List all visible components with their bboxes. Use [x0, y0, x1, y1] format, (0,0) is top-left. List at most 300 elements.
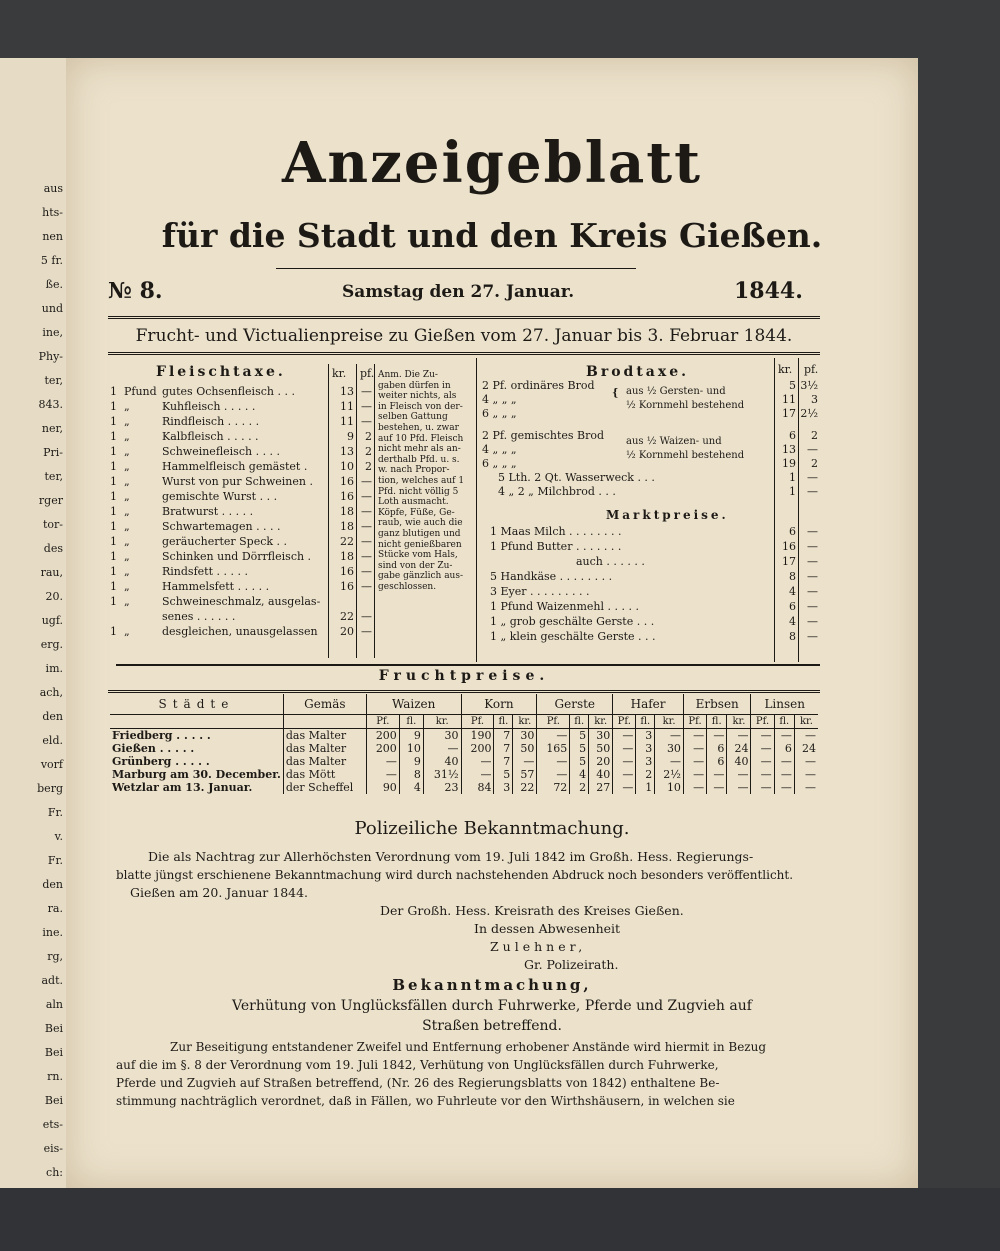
marktpreise-kr: 8: [789, 570, 796, 583]
fruchtpreise-subheader: Pf.: [537, 715, 570, 729]
fruchtpreise-value: 23: [423, 781, 461, 794]
fruchtpreise-city: Wetzlar am 13. Januar.: [112, 781, 253, 794]
table-row: [110, 729, 818, 743]
fruchtpreise-value: 7: [494, 742, 513, 755]
marktpreise-pf: —: [807, 630, 818, 643]
fruchtpreise-subheader-empty: [283, 715, 366, 729]
fruchtpreise-value: 40: [727, 755, 751, 768]
marktpreise-heading: Marktpreise.: [606, 508, 729, 522]
facing-page-fragment: 843.: [38, 398, 63, 411]
fruchtpreise-value: —: [461, 755, 494, 768]
brodtaxe-col-pf: pf.: [804, 363, 819, 376]
marktpreise-pf: —: [807, 555, 818, 568]
fleischtaxe-unit: „: [124, 400, 130, 413]
fleischtaxe-pf: —: [361, 505, 372, 518]
fruchtpreise-value: 5: [570, 742, 589, 755]
fruchtpreise-value: —: [513, 755, 537, 768]
fleischtaxe-kr: 11: [340, 415, 354, 428]
fruchtpreise-subheader: fl.: [636, 715, 655, 729]
fruchtpreise-value: —: [774, 781, 794, 794]
facing-page-fragment: den: [42, 878, 63, 891]
fruchtpreise-value: 2: [636, 768, 655, 781]
brodtaxe-kr: 1: [789, 485, 796, 498]
fleischtaxe-unit: „: [124, 430, 130, 443]
facing-page-fragment: Fr.: [47, 854, 63, 867]
fruchtpreise-value: 27: [589, 781, 613, 794]
fleischtaxe-kr: 22: [340, 610, 354, 623]
fruchtpreise-value: 3: [636, 742, 655, 755]
fruchtpreise-value: —: [683, 755, 706, 768]
fruchtpreise-measure: der Scheffel: [283, 781, 366, 794]
fruchtpreise-value: —: [423, 742, 461, 755]
fleischtaxe-unit: „: [124, 415, 130, 428]
fruchtpreise-value: 90: [366, 781, 399, 794]
fruchtpreise-value: 30: [655, 742, 684, 755]
fruchtpreise-value: —: [794, 755, 818, 768]
brodtaxe-pf: 3½: [800, 379, 818, 392]
bekanntmachung-line-2: auf die im §. 8 der Verordnung vom 19. Juli 1842, Verhütung von Unglücksfällen durch Fuhrwerke,: [116, 1058, 719, 1072]
brodtaxe-col-kr: kr.: [778, 363, 793, 376]
table-row: [110, 742, 818, 755]
fruchtpreise-group-header: Hafer: [613, 694, 684, 715]
fruchtpreise-value: —: [751, 742, 774, 755]
fruchtpreise-city: Gießen . . . . .: [112, 742, 195, 755]
fleischtaxe-kr: 22: [340, 535, 354, 548]
brodtaxe-pf: —: [807, 471, 818, 484]
fruchtpreise-group-header: Waizen: [366, 694, 461, 715]
divider: [774, 358, 775, 662]
fruchtpreise-value: —: [366, 755, 399, 768]
fruchtpreise-value: 30: [513, 729, 537, 743]
fruchtpreise-measure: das Malter: [283, 755, 366, 768]
fruchtpreise-value: 4: [399, 781, 423, 794]
fleischtaxe-pf: —: [361, 475, 372, 488]
fruchtpreise-value: —: [774, 768, 794, 781]
fleischtaxe-qty: 1: [110, 505, 117, 518]
fleischtaxe-pf: —: [361, 520, 372, 533]
fruchtpreise-value: 1: [636, 781, 655, 794]
brodtaxe-item: 2 Pf. gemischtes Brod: [482, 429, 605, 442]
brodtaxe-pf: 2: [811, 429, 818, 442]
fleischtaxe-qty: 1: [110, 595, 117, 608]
note-line: sind von der Zu-: [378, 560, 453, 571]
fleischtaxe-pf: —: [361, 535, 372, 548]
fruchtpreise-value: —: [613, 742, 636, 755]
fruchtpreise-value: 3: [494, 781, 513, 794]
fruchtpreise-rule: [108, 690, 820, 693]
note-line: derthalb Pfd. u. s.: [378, 454, 460, 465]
fruchtpreise-value: 200: [366, 742, 399, 755]
fleischtaxe-item: Schwartemagen . . . .: [162, 521, 281, 533]
fleischtaxe-pf: —: [361, 385, 372, 398]
facing-page-fragment: rn.: [47, 1070, 63, 1083]
fleischtaxe-item: Schinken und Dörrfleisch .: [162, 551, 312, 563]
facing-page-fragment: nen: [42, 230, 63, 243]
fruchtpreise-subheader: kr.: [655, 715, 684, 729]
fleischtaxe-unit: „: [124, 535, 130, 548]
facing-page-fragment: ine.: [42, 926, 63, 939]
marktpreise-item: 1 „ klein geschälte Gerste . . .: [490, 630, 656, 643]
brodtaxe-kr: 13: [782, 443, 796, 456]
note-line: raub, wie auch die: [378, 518, 463, 529]
fruchtpreise-value: 8: [399, 768, 423, 781]
divider: [328, 364, 329, 658]
fleischtaxe-qty: 1: [110, 445, 117, 458]
fleischtaxe-unit: „: [124, 550, 130, 563]
marktpreise-pf: —: [807, 540, 818, 553]
fleischtaxe-unit: „: [124, 445, 130, 458]
fleischtaxe-item: gutes Ochsenfleisch . . .: [162, 386, 295, 398]
facing-page-fragment: rau,: [40, 566, 63, 579]
brod-note-2b: ½ Kornmehl bestehend: [626, 450, 745, 461]
fruchtpreise-measure: das Mött: [283, 768, 366, 781]
marktpreise-item: 3 Eyer . . . . . . . . .: [490, 585, 590, 598]
brodtaxe-heading: Brodtaxe.: [586, 364, 690, 380]
fruchtpreise-city: Grünberg . . . . .: [112, 755, 210, 768]
fleischtaxe-pf: 2: [365, 460, 372, 473]
brod-note-1b: ½ Kornmehl bestehend: [626, 400, 745, 411]
fleischtaxe-kr: 16: [340, 490, 354, 503]
fruchtpreise-subheader: Pf.: [613, 715, 636, 729]
fruchtpreise-value: 24: [727, 742, 751, 755]
facing-page-fragment: Bei: [44, 1046, 63, 1059]
note-line: gabe gänzlich aus-: [378, 571, 464, 582]
brodtaxe-item: 6 „ „ „: [482, 407, 517, 420]
fruchtpreise-subheader: fl.: [774, 715, 794, 729]
fleischtaxe-qty: 1: [110, 475, 117, 488]
fruchtpreise-measure: das Malter: [283, 729, 366, 743]
facing-page-fragment: Pri-: [43, 446, 63, 459]
fleischtaxe-kr: 20: [340, 625, 354, 638]
fruchtpreise-value: —: [683, 729, 706, 743]
divider: [798, 358, 799, 662]
fruchtpreise-city: Marburg am 30. December.: [112, 768, 281, 781]
fruchtpreise-group-header: Städte: [110, 694, 283, 715]
fruchtpreise-value: 57: [513, 768, 537, 781]
fleischtaxe-unit: „: [124, 580, 130, 593]
facing-page-fragment: Phy-: [38, 350, 63, 363]
fleischtaxe-qty: 1: [110, 565, 117, 578]
fruchtpreise-value: 22: [513, 781, 537, 794]
fleischtaxe-item: Kuhfleisch . . . . .: [162, 401, 256, 413]
fleischtaxe-pf: —: [361, 580, 372, 593]
newspaper-page: [66, 58, 918, 1188]
marktpreise-kr: 8: [789, 630, 796, 643]
fruchtpreise-value: 84: [461, 781, 494, 794]
marktpreise-pf: —: [807, 525, 818, 538]
facing-page-fragment: eld.: [42, 734, 63, 747]
bekanntmachung-line-3: Pferde und Zugvieh auf Straßen betreffend, (Nr. 26 des Regierungsblatts von 1842) enthaltene Be-: [116, 1076, 720, 1090]
fleischtaxe-pf: —: [361, 610, 372, 623]
marktpreise-item: 1 Maas Milch . . . . . . . .: [490, 525, 622, 538]
facing-page-fragment: Fr.: [47, 806, 63, 819]
masthead-title: Anzeigeblatt: [281, 130, 703, 196]
fleischtaxe-col-pf: pf.: [360, 367, 375, 380]
fleischtaxe-item: Schweineschmalz, ausgelas-: [162, 596, 321, 608]
fruchtpreise-value: 72: [537, 781, 570, 794]
brodtaxe-item: 4 „ „ „: [482, 393, 517, 406]
fruchtpreise-subheader: fl.: [494, 715, 513, 729]
prices-rule: [108, 352, 820, 355]
bekanntmachung-line-1: Zur Beseitigung entstandener Zweifel und Entfernung erhobener Anstände wird hiermit in Bezug: [170, 1040, 767, 1054]
fruchtpreise-value: —: [727, 781, 751, 794]
facing-page-fragment: und: [41, 302, 63, 315]
fleischtaxe-qty: 1: [110, 400, 117, 413]
brodtaxe-pf: 2: [811, 457, 818, 470]
fleischtaxe-pf: —: [361, 625, 372, 638]
fruchtpreise-subheader: Pf.: [461, 715, 494, 729]
note-line: tion, welches auf 1: [378, 475, 465, 486]
fleischtaxe-unit: „: [124, 565, 130, 578]
fruchtpreise-value: 10: [655, 781, 684, 794]
brodtaxe-item: 4 „ „ „: [482, 443, 517, 456]
facing-page-fragment: tor-: [42, 518, 63, 531]
fruchtpreise-value: 50: [513, 742, 537, 755]
fruchtpreise-value: —: [727, 729, 751, 743]
fruchtpreise-value: 2: [570, 781, 589, 794]
fruchtpreise-subheader: fl.: [707, 715, 727, 729]
facing-page-fragment: hts-: [42, 206, 63, 219]
bekanntmachung-line-4: stimmung nachträglich verordnet, daß in Fällen, wo Fuhrleute vor den Wirthshäusern, in welchen sie: [116, 1094, 735, 1108]
polizei-line-1: Die als Nachtrag zur Allerhöchsten Verordnung vom 19. Juli 1842 im Großh. Hess. Regierungs-: [148, 849, 754, 864]
fleischtaxe-item: Wurst von pur Schweinen .: [162, 476, 313, 488]
issue-date: Samstag den 27. Januar.: [342, 282, 575, 302]
fruchtpreise-table: [110, 694, 818, 794]
facing-page-fragment: ugf.: [41, 614, 63, 627]
note-line: geschlossen.: [378, 581, 437, 592]
masthead-double-rule: [108, 316, 820, 319]
note-line: Anm. Die Zu-: [378, 370, 438, 380]
fruchtpreise-group-header: Erbsen: [683, 694, 751, 715]
fruchtpreise-value: —: [613, 729, 636, 743]
fruchtpreise-value: —: [366, 768, 399, 781]
fruchtpreise-top-rule: [116, 664, 820, 666]
fruchtpreise-value: 50: [589, 742, 613, 755]
issue-year: 1844.: [734, 278, 803, 304]
fruchtpreise-value: 190: [461, 729, 494, 743]
marktpreise-pf: —: [807, 615, 818, 628]
fruchtpreise-value: 30: [423, 729, 461, 743]
brodtaxe-pf: 3: [811, 393, 818, 406]
fruchtpreise-value: 7: [494, 755, 513, 768]
brodtaxe-item: 2 Pf. ordinäres Brod: [482, 379, 595, 392]
marktpreise-kr: 6: [789, 600, 796, 613]
fruchtpreise-value: —: [613, 755, 636, 768]
facing-page-fragment: erg.: [40, 638, 63, 651]
fleischtaxe-item: Rindfleisch . . . . .: [162, 416, 260, 428]
fruchtpreise-value: 9: [399, 755, 423, 768]
fleischtaxe-item: Bratwurst . . . . .: [162, 506, 254, 518]
fruchtpreise-subheader: Pf.: [366, 715, 399, 729]
fleischtaxe-pf: 2: [365, 430, 372, 443]
fruchtpreise-value: 10: [399, 742, 423, 755]
fleischtaxe-pf: —: [361, 415, 372, 428]
fleischtaxe-unit: „: [124, 520, 130, 533]
fleischtaxe-item: Schweinefleisch . . . .: [162, 446, 281, 458]
note-line: nicht mehr als an-: [378, 444, 461, 455]
fleischtaxe-col-kr: kr.: [332, 367, 347, 380]
brodtaxe-kr: 11: [782, 393, 796, 406]
fleischtaxe-heading: Fleischtaxe.: [156, 364, 286, 380]
marktpreise-kr: 17: [782, 555, 796, 568]
fleischtaxe-kr: 16: [340, 580, 354, 593]
facing-page-fragment: den: [42, 710, 63, 723]
marktpreise-kr: 16: [782, 540, 796, 553]
fruchtpreise-value: 7: [494, 729, 513, 743]
brod-note-1a: aus ½ Gersten- und: [626, 386, 726, 397]
note-line: Loth ausmacht.: [378, 497, 449, 508]
fleischtaxe-note: [378, 370, 474, 592]
polizei-signature-2: In dessen Abwesenheit: [474, 921, 621, 936]
fruchtpreise-value: 6: [707, 742, 727, 755]
fleischtaxe-item: Hammelsfett . . . . .: [162, 581, 270, 593]
fleischtaxe-pf: —: [361, 565, 372, 578]
brodtaxe-pf: —: [807, 443, 818, 456]
fleischtaxe-qty: 1: [110, 580, 117, 593]
fruchtpreise-value: —: [613, 768, 636, 781]
fruchtpreise-subheader: kr.: [794, 715, 818, 729]
fruchtpreise-value: 165: [537, 742, 570, 755]
fruchtpreise-value: —: [751, 781, 774, 794]
fruchtpreise-value: —: [751, 755, 774, 768]
facing-page-fragment: v.: [54, 830, 63, 843]
fleischtaxe-item: desgleichen, unausgelassen: [162, 626, 318, 638]
note-line: selben Gattung: [378, 412, 448, 423]
brodtaxe-pf: 2½: [800, 407, 818, 420]
fleischtaxe-item: Rindsfett . . . . .: [162, 566, 248, 578]
marktpreise-item: 1 „ grob geschälte Gerste . . .: [490, 615, 655, 628]
fruchtpreise-measure: das Malter: [283, 742, 366, 755]
facing-page-fragment: 5 fr.: [40, 254, 63, 267]
note-line: auf 10 Pfd. Fleisch: [378, 433, 464, 444]
facing-page-fragment: ach,: [39, 686, 63, 699]
facing-page-fragment: ra.: [47, 902, 63, 915]
polizei-signature-4: Gr. Polizeirath.: [524, 957, 619, 972]
fleischtaxe-qty: 1: [110, 520, 117, 533]
fruchtpreise-value: —: [774, 755, 794, 768]
fruchtpreise-subheader: fl.: [570, 715, 589, 729]
fruchtpreise-value: 30: [589, 729, 613, 743]
prices-heading: Frucht- und Victualienpreise zu Gießen vom 27. Januar bis 3. Februar 1844.: [135, 326, 793, 346]
fruchtpreise-value: 40: [423, 755, 461, 768]
fruchtpreise-value: 6: [707, 755, 727, 768]
fruchtpreise-value: —: [537, 729, 570, 743]
fruchtpreise-value: —: [727, 768, 751, 781]
marktpreise-item: 1 Pfund Waizenmehl . . . . .: [490, 600, 639, 613]
brod-bracket-1: {: [612, 388, 619, 399]
bekanntmachung-heading: Bekanntmachung,: [392, 976, 592, 994]
fruchtpreise-value: 9: [399, 729, 423, 743]
brodtaxe-item: 6 „ „ „: [482, 457, 517, 470]
facing-page-fragment: ter,: [44, 470, 63, 483]
marktpreise-kr: 4: [789, 615, 796, 628]
facing-page-fragment: des: [43, 542, 63, 555]
marktpreise-item: 1 Pfund Butter . . . . . . .: [490, 540, 622, 553]
note-line: in Fleisch von der-: [378, 401, 463, 412]
fleischtaxe-item: gemischte Wurst . . .: [162, 491, 278, 503]
fruchtpreise-subheader: kr.: [513, 715, 537, 729]
fruchtpreise-value: —: [655, 729, 684, 743]
facing-page-edge: [0, 58, 68, 1208]
fruchtpreise-value: —: [683, 742, 706, 755]
note-line: ganz blutigen und: [378, 528, 461, 539]
masthead-rule: [276, 268, 636, 269]
bekanntmachung-subtitle-2: Straßen betreffend.: [422, 1018, 562, 1034]
fleischtaxe-kr: 9: [347, 430, 354, 443]
fruchtpreise-value: —: [707, 729, 727, 743]
facing-page-fragment: vorf: [40, 758, 63, 771]
facing-page-fragment: ine,: [42, 326, 63, 339]
fruchtpreise-value: —: [655, 755, 684, 768]
divider: [476, 358, 477, 662]
brodtaxe-item: 5 Lth. 2 Qt. Wasserweck . . .: [498, 471, 655, 484]
facing-page-fragment: Bei: [44, 1022, 63, 1035]
fruchtpreise-value: —: [794, 729, 818, 743]
facing-page-fragment: ets-: [42, 1118, 63, 1131]
fruchtpreise-value: —: [751, 768, 774, 781]
fleischtaxe-item: senes . . . . . .: [162, 611, 236, 623]
fruchtpreise-group-header: Korn: [461, 694, 537, 715]
facing-page-fragment: aus: [43, 182, 63, 195]
fruchtpreise-subheader-empty: [110, 715, 283, 729]
facing-page-fragment: rg,: [47, 950, 63, 963]
fruchtpreise-value: —: [774, 729, 794, 743]
brodtaxe-kr: 5: [789, 379, 796, 392]
fleischtaxe-qty: 1: [110, 385, 117, 398]
facing-page-fragment: ße.: [45, 278, 63, 291]
brodtaxe-item: 4 „ 2 „ Milchbrod . . .: [498, 485, 616, 498]
marktpreise-pf: —: [807, 600, 818, 613]
marktpreise-kr: 4: [789, 585, 796, 598]
fruchtpreise-subheader: kr.: [589, 715, 613, 729]
fruchtpreise-value: —: [794, 768, 818, 781]
fruchtpreise-subheader: kr.: [423, 715, 461, 729]
brod-note-2a: aus ½ Waizen- und: [626, 436, 722, 447]
fruchtpreise-value: 24: [794, 742, 818, 755]
facing-page-fragment: ner,: [41, 422, 63, 435]
fleischtaxe-kr: 13: [340, 385, 354, 398]
polizei-line-3: Gießen am 20. Januar 1844.: [130, 885, 309, 900]
fleischtaxe-qty: 1: [110, 415, 117, 428]
polizei-heading: Polizeiliche Bekanntmachung.: [354, 818, 630, 839]
fleischtaxe-kr: 10: [340, 460, 354, 473]
facing-page-fragment: 20.: [45, 590, 63, 603]
bekanntmachung-subtitle-1: Verhütung von Unglücksfällen durch Fuhrwerke, Pferde und Zugvieh auf: [232, 998, 752, 1014]
polizei-signature-3: Zulehner,: [490, 939, 587, 954]
fleischtaxe-item: Hammelfleisch gemästet .: [162, 461, 308, 473]
note-line: weiter nichts, als: [378, 391, 457, 402]
scan-background: [0, 1188, 1000, 1251]
fruchtpreise-value: 31½: [423, 768, 461, 781]
fruchtpreise-value: 200: [461, 742, 494, 755]
note-line: Köpfe, Füße, Ge-: [378, 507, 455, 518]
fruchtpreise-value: —: [613, 781, 636, 794]
facing-page-fragment: berg: [37, 782, 63, 795]
fruchtpreise-value: 5: [570, 755, 589, 768]
fleischtaxe-unit: „: [124, 490, 130, 503]
fleischtaxe-unit: „: [124, 505, 130, 518]
brodtaxe-kr: 17: [782, 407, 796, 420]
table-row: [110, 768, 818, 781]
fruchtpreise-value: 5: [494, 768, 513, 781]
fruchtpreise-value: 3: [636, 729, 655, 743]
fruchtpreise-city: Friedberg . . . . .: [112, 729, 211, 742]
fruchtpreise-subheader: fl.: [399, 715, 423, 729]
fruchtpreise-value: —: [683, 768, 706, 781]
fruchtpreise-subheader: Pf.: [751, 715, 774, 729]
issue-number: № 8.: [108, 278, 163, 304]
facing-page-fragment: im.: [45, 662, 63, 675]
